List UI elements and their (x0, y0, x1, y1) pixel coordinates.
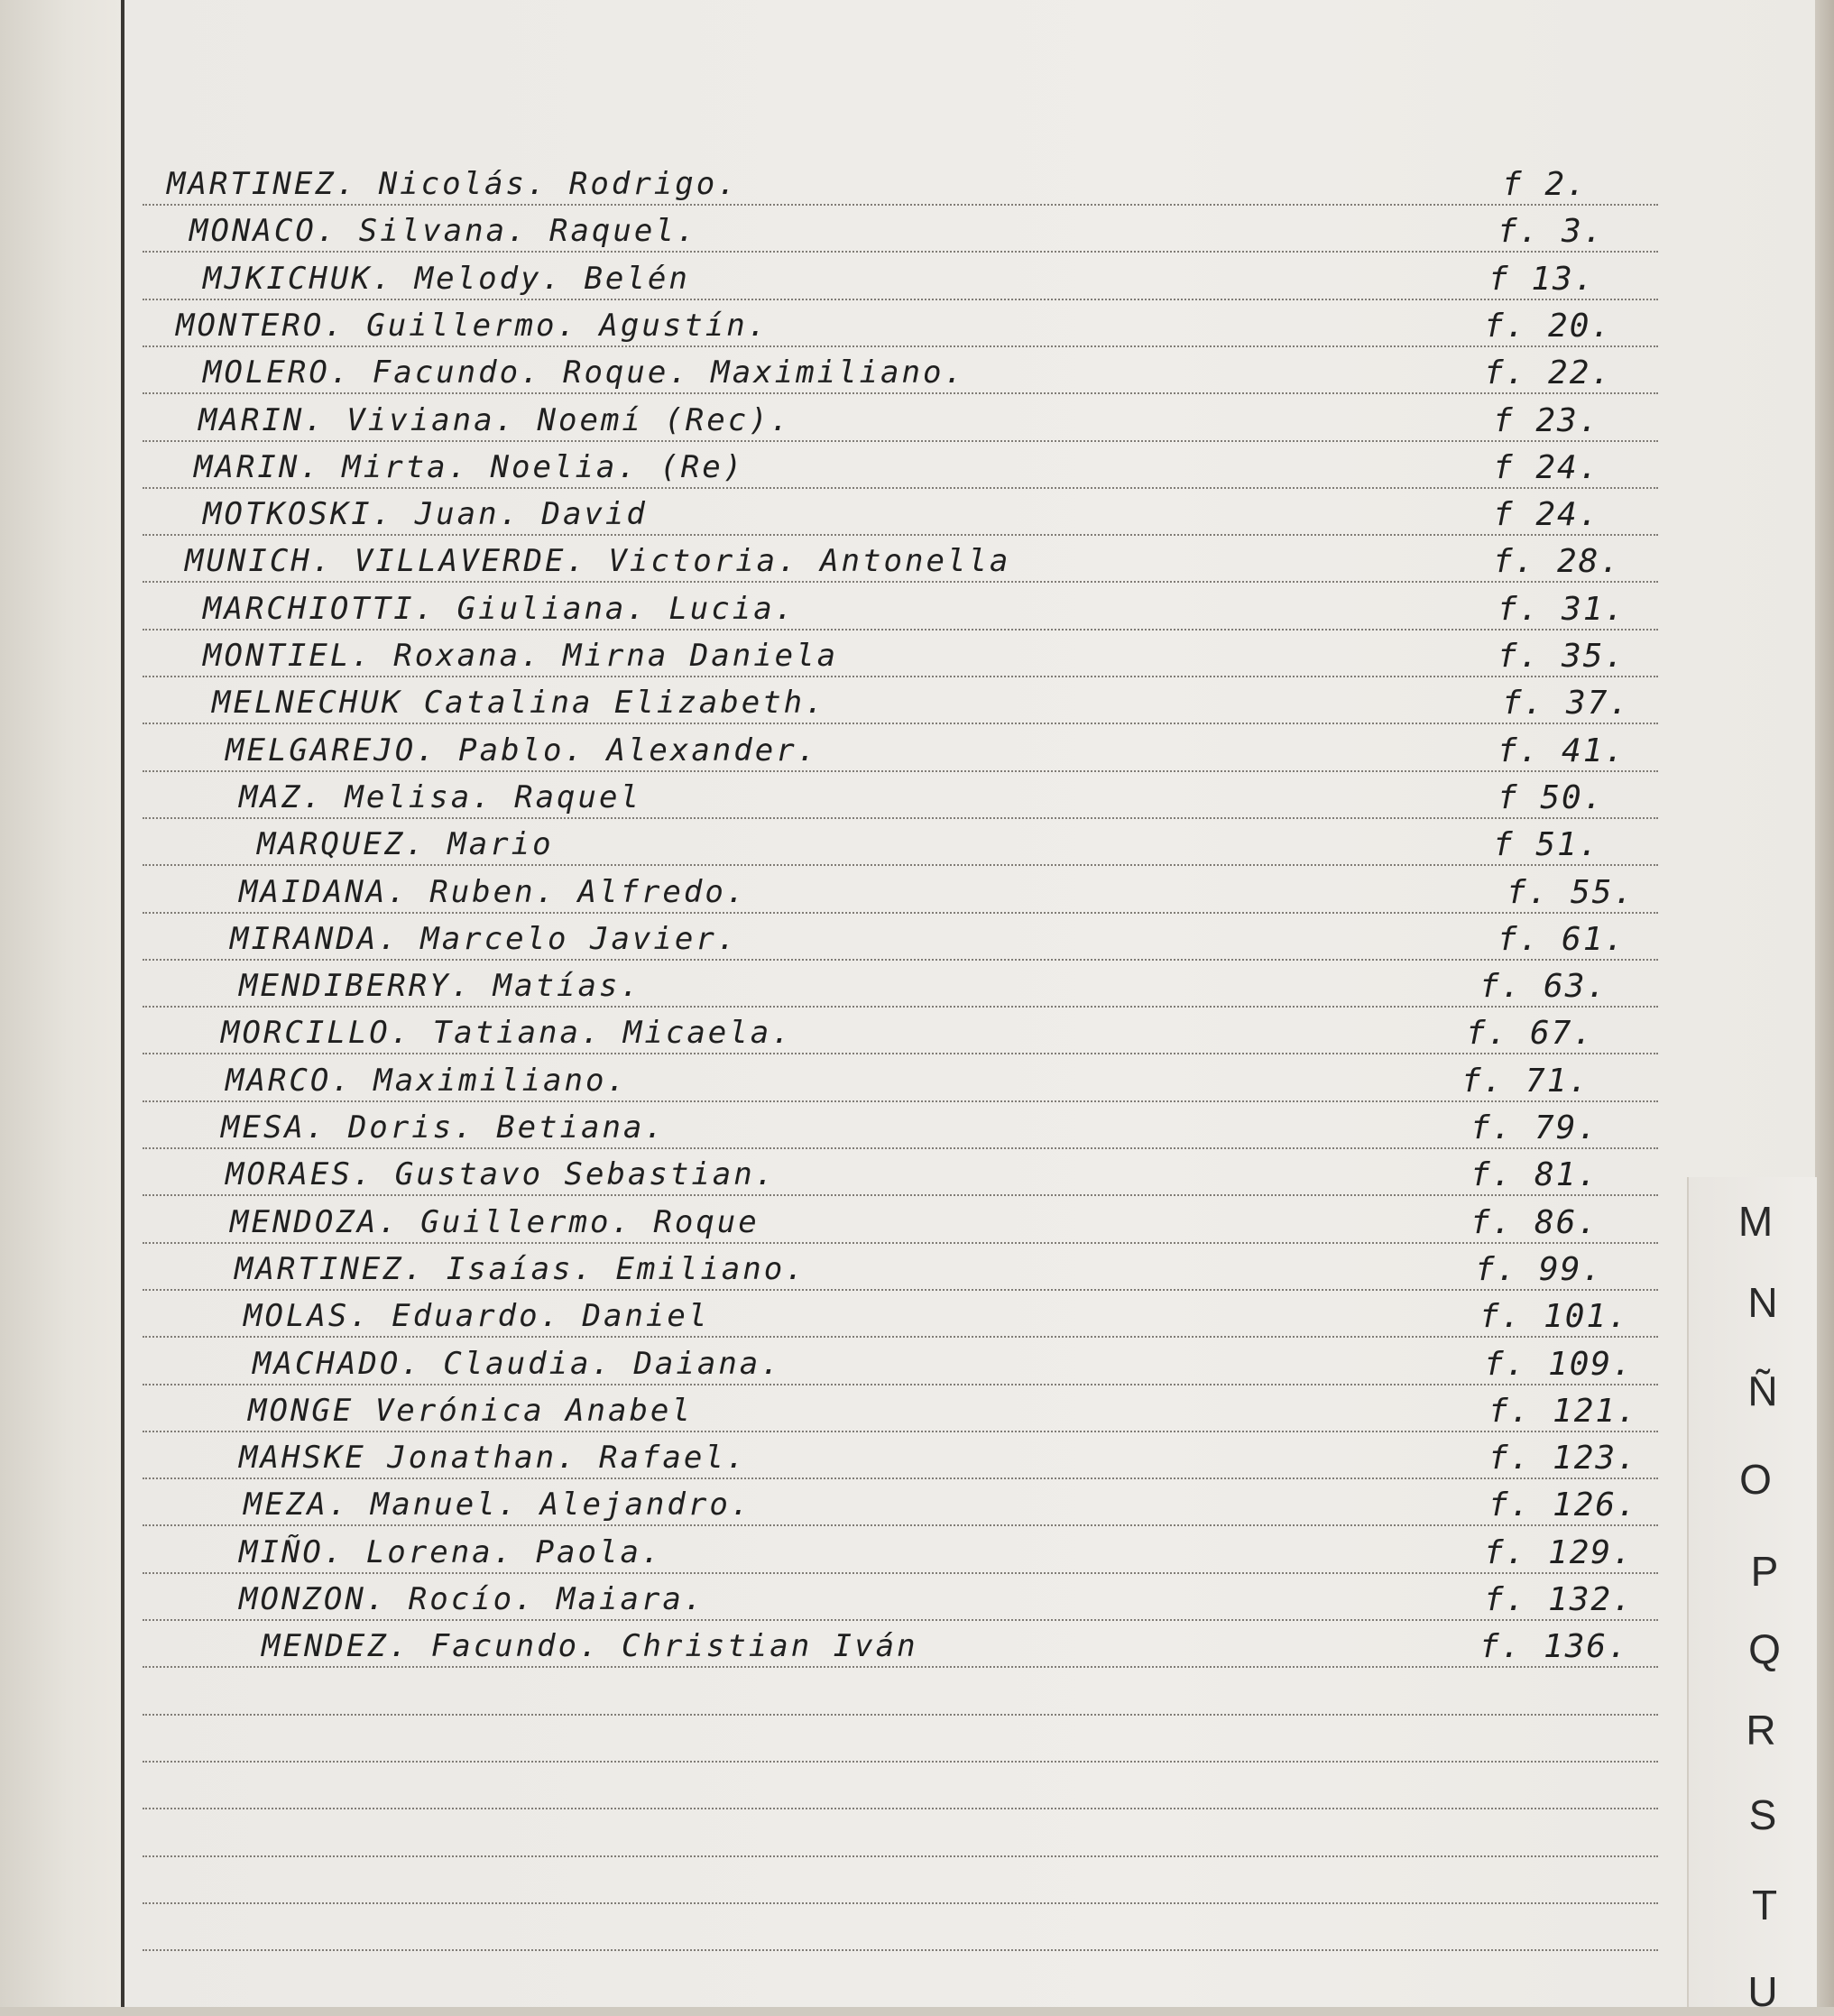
ruled-line (143, 1714, 1658, 1716)
entry-folio: f. 35. (1498, 638, 1627, 675)
entry-name: MELGAREJO. Pablo. Alexander. (226, 732, 819, 769)
entry-name: MONTERO. Guillermo. Agustín. (176, 308, 770, 344)
entry-name: MESA. Doris. Betiana. (221, 1109, 666, 1146)
entry-folio: f. 126. (1488, 1487, 1638, 1524)
entry-folio: f. 99. (1475, 1251, 1604, 1288)
entry-folio: f. 63. (1479, 968, 1608, 1005)
entry-folio: f. 123. (1488, 1440, 1638, 1477)
entry-folio: f. 71. (1461, 1063, 1590, 1100)
index-tab-letter[interactable]: P (1750, 1548, 1779, 1595)
index-tab-letter[interactable]: Q (1748, 1625, 1781, 1672)
entry-folio: f 24. (1493, 449, 1600, 486)
entry-folio: f. 37. (1502, 685, 1631, 722)
entry-name: MENDOZA. Guillermo. Roque (230, 1204, 760, 1240)
entry-folio: f. 61. (1498, 921, 1627, 958)
entry-name: MAZ. Melisa. Raquel (239, 779, 641, 815)
entry-folio: f. 31. (1498, 591, 1627, 628)
entry-folio: f. 67. (1466, 1015, 1595, 1052)
entry-name: MARTINEZ. Isaías. Emiliano. (235, 1251, 806, 1287)
entry-name: MARIN. Viviana. Noemí (Rec). (198, 402, 792, 438)
entry-folio: f. 129. (1484, 1534, 1634, 1571)
index-tab-letter[interactable]: T (1751, 1882, 1778, 1929)
index-tab-letter[interactable]: Ñ (1747, 1367, 1778, 1414)
entry-folio: f. 136. (1479, 1628, 1629, 1665)
ruled-line (143, 1808, 1658, 1809)
entry-name: MORCILLO. Tatiana. Micaela. (221, 1015, 793, 1051)
entry-name: MOTKOSKI. Juan. David (203, 496, 648, 532)
entry-name: MONACO. Silvana. Raquel. (189, 213, 698, 249)
entry-folio: f 2. (1502, 166, 1588, 203)
entry-name: MARTINEZ. Nicolás. Rodrigo. (167, 166, 739, 202)
entry-name: MORAES. Gustavo Sebastian. (226, 1156, 777, 1192)
entry-folio: f. 28. (1493, 543, 1622, 580)
entry-name: MARIN. Mirta. Noelia. (Re) (194, 449, 745, 485)
index-tab-letter[interactable]: R (1746, 1707, 1776, 1754)
entry-folio: f. 41. (1498, 732, 1627, 769)
entry-name: MARCHIOTTI. Giuliana. Lucia. (203, 591, 797, 627)
entry-folio: f. 79. (1470, 1109, 1599, 1146)
alphabet-index-tabs[interactable] (1687, 1177, 1817, 2015)
entry-name: MARCO. Maximiliano. (226, 1063, 628, 1099)
entry-name: MENDEZ. Facundo. Christian Iván (262, 1628, 918, 1664)
entry-folio: f. 55. (1507, 874, 1636, 911)
entry-name: MACHADO. Claudia. Daiana. (253, 1346, 782, 1382)
page-edge (1815, 0, 1834, 2007)
ruled-line (143, 1761, 1658, 1763)
entry-folio: f. 109. (1484, 1346, 1634, 1383)
entry-name: MJKICHUK. Melody. Belén (203, 261, 690, 297)
ruled-line (143, 1902, 1658, 1904)
entry-name: MAIDANA. Ruben. Alfredo. (239, 874, 748, 910)
entry-name: MIRANDA. Marcelo Javier. (230, 921, 739, 957)
index-tab-letter[interactable]: M (1737, 1198, 1774, 1245)
entry-folio: f. 121. (1488, 1393, 1638, 1430)
entry-folio: f 13. (1488, 261, 1596, 298)
entry-folio: f. 3. (1498, 213, 1605, 250)
entry-folio: f 51. (1493, 826, 1600, 863)
entry-name: MEZA. Manuel. Alejandro. (244, 1487, 752, 1523)
entry-folio: f. 81. (1470, 1156, 1599, 1193)
entry-folio: f 23. (1493, 402, 1600, 439)
entry-folio: f 50. (1498, 779, 1605, 816)
entry-folio: f 24. (1493, 496, 1600, 533)
entry-folio: f. 86. (1470, 1204, 1599, 1241)
entry-folio: f. 20. (1484, 308, 1613, 345)
entry-name: MAHSKE Jonathan. Rafael. (239, 1440, 748, 1476)
entry-name: MENDIBERRY. Matías. (239, 968, 641, 1004)
entry-name: MONGE Verónica Anabel (248, 1393, 693, 1429)
entry-name: MELNECHUK Catalina Elizabeth. (212, 685, 826, 721)
entry-name: MARQUEZ. Mario (257, 826, 554, 862)
index-tab-letter[interactable]: S (1748, 1791, 1777, 1838)
entry-name: MUNICH. VILLAVERDE. Victoria. Antonella (185, 543, 1011, 579)
entry-name: MONTIEL. Roxana. Mirna Daniela (203, 638, 839, 674)
index-tab-letter[interactable]: O (1739, 1456, 1772, 1503)
index-tab-letter[interactable]: N (1747, 1279, 1778, 1326)
entry-folio: f. 101. (1479, 1298, 1629, 1335)
entry-folio: f. 132. (1484, 1581, 1634, 1618)
ruled-line (143, 1949, 1658, 1951)
entry-name: MOLERO. Facundo. Roque. Maximiliano. (203, 354, 965, 391)
binding-margin (0, 0, 123, 2007)
entry-name: MONZON. Rocío. Maiara. (239, 1581, 705, 1617)
entry-name: MOLAS. Eduardo. Daniel (244, 1298, 710, 1334)
entry-name: MIÑO. Lorena. Paola. (239, 1534, 663, 1570)
index-tab-letter[interactable]: U (1747, 1968, 1778, 2015)
ruled-line (143, 1855, 1658, 1857)
entry-folio: f. 22. (1484, 354, 1613, 391)
